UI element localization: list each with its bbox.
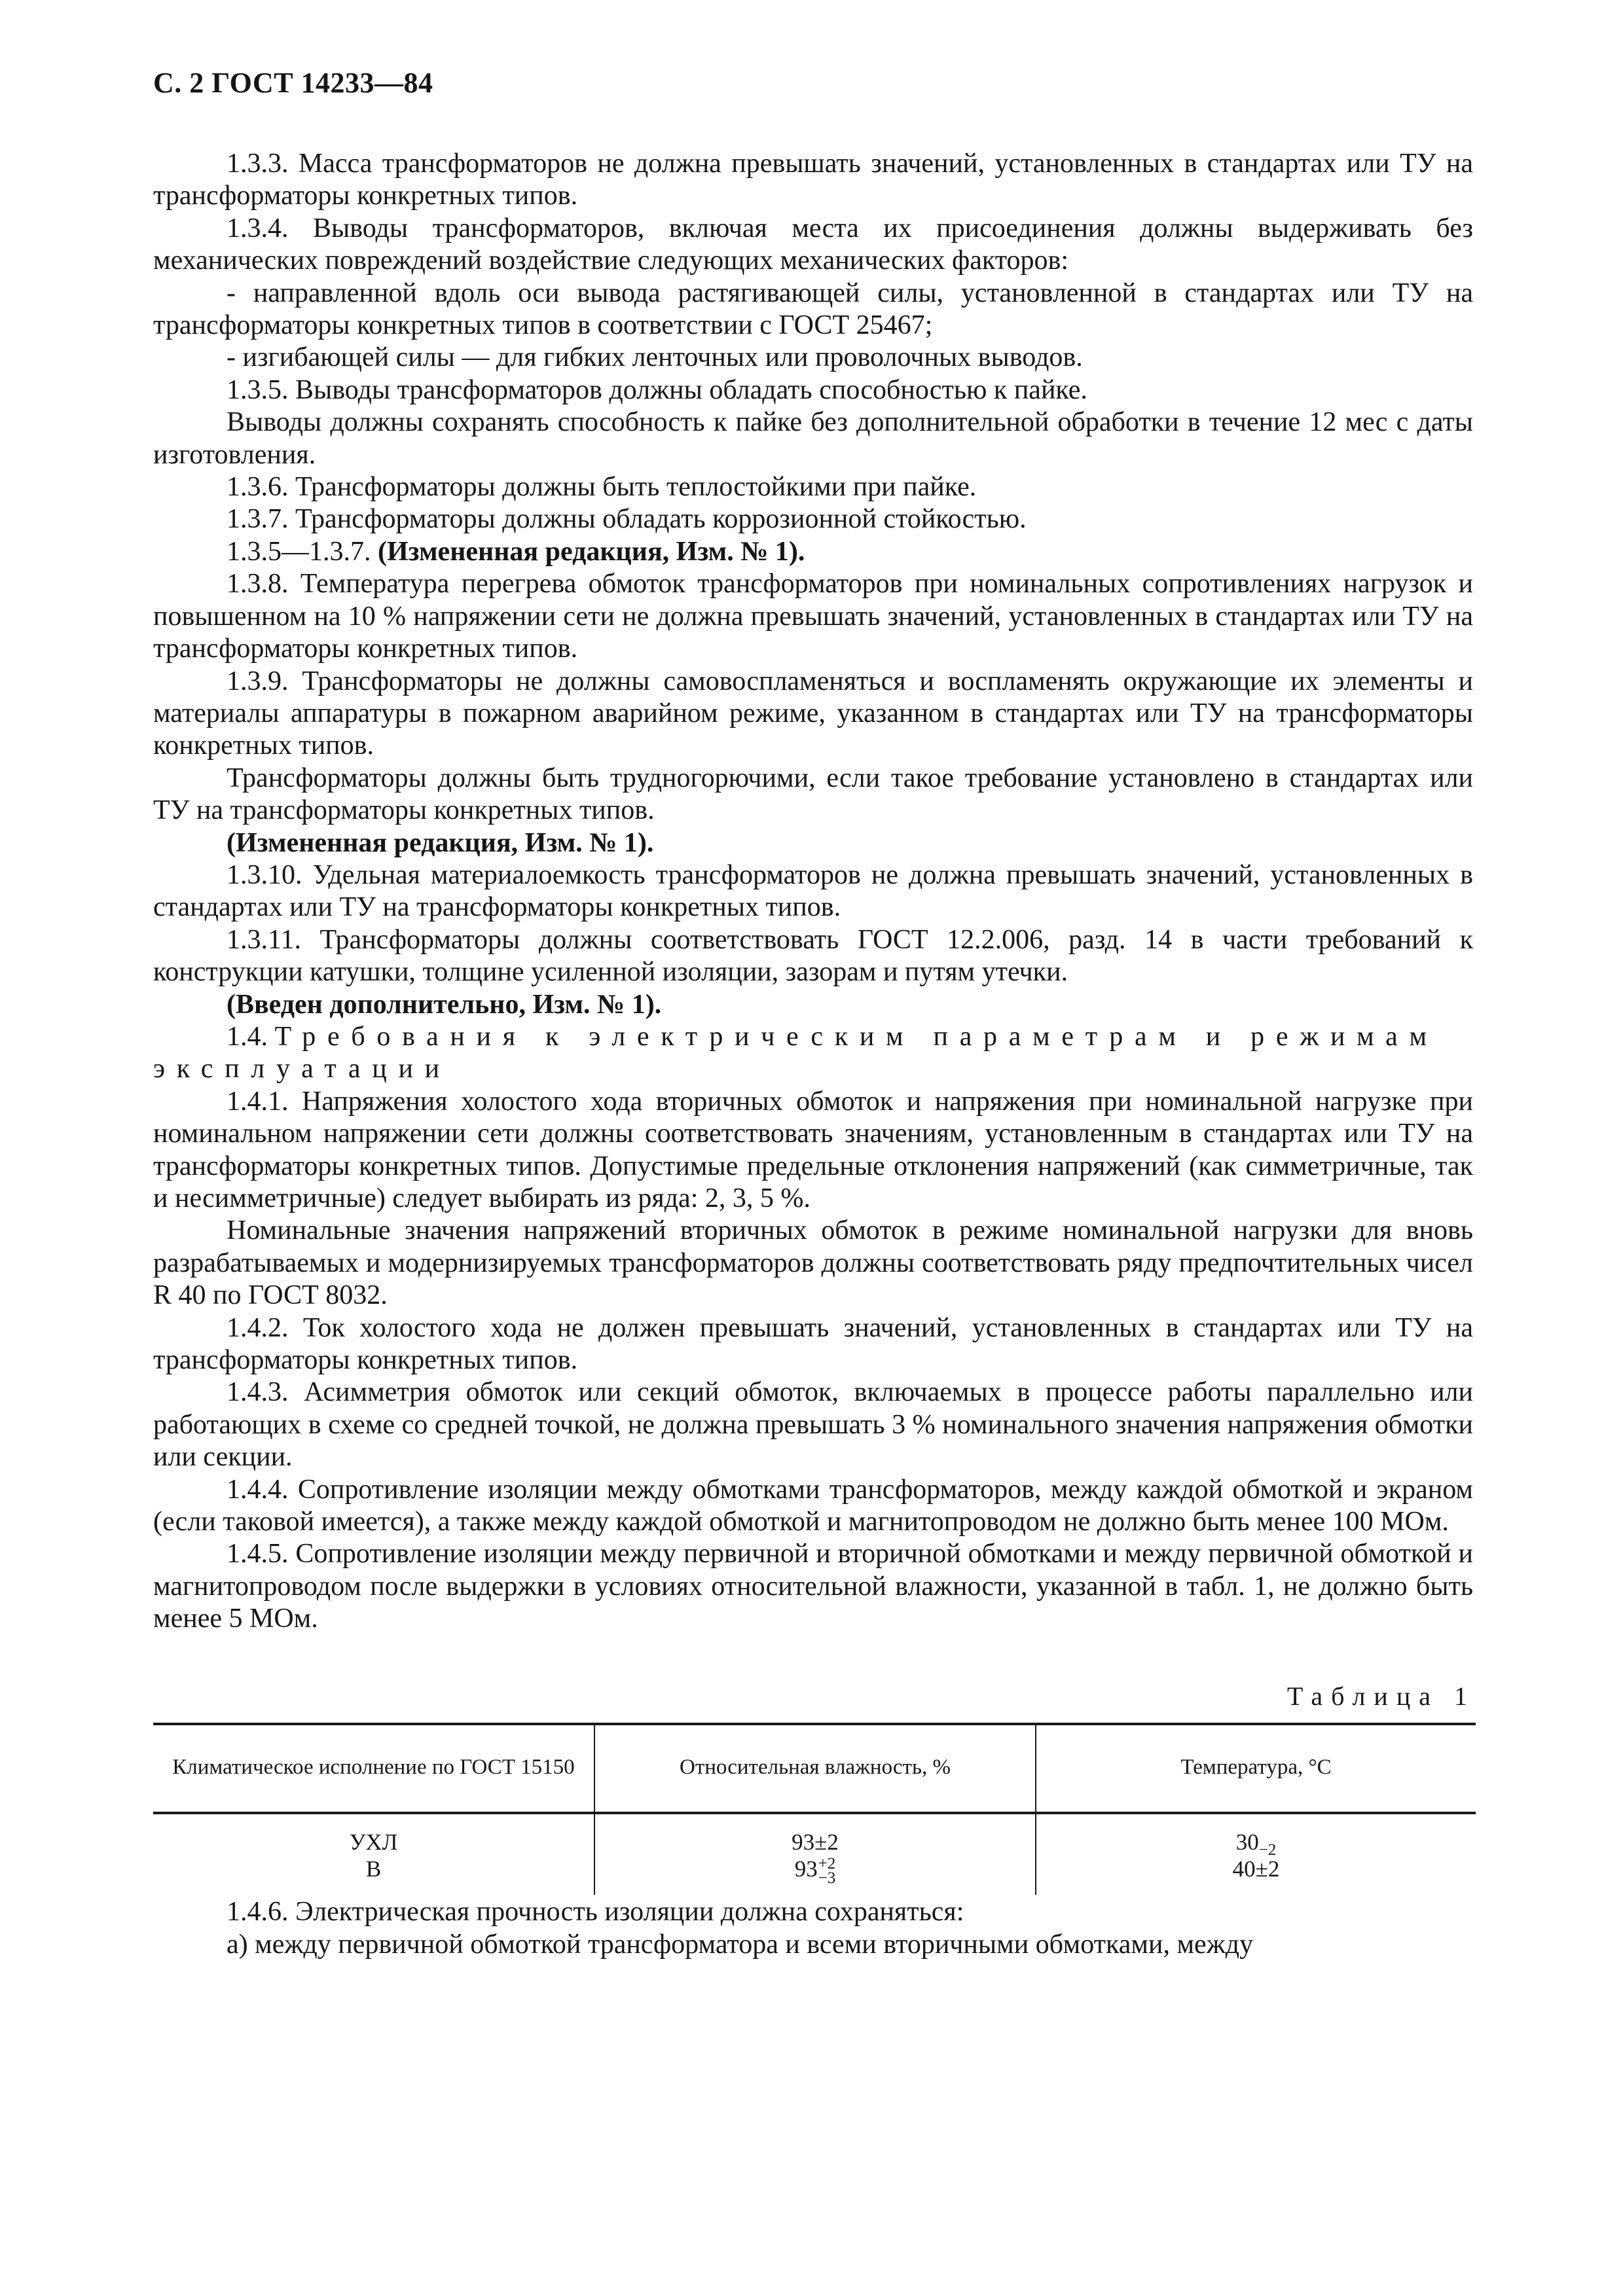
humidity-table [153, 1725, 1476, 1895]
tolerance-lower: −2 [1258, 1841, 1277, 1859]
paragraph-1-3-11: 1.3.11. Трансформаторы должны соответствовать ГОСТ 12.2.006, разд. 14 в части требований к конструкции катушки, толщине усиленной изоляции, зазорам и путям утечки. [153, 924, 1473, 988]
temperature-value: 30−2 [1235, 1829, 1277, 1859]
climate-value: УХЛ [349, 1829, 398, 1855]
paragraph-1-4-5: 1.4.5. Сопротивление изоляции между первичной и вторичной обмотками и между первичной обмоткой и магнитопроводом после выдержки в условиях относительной влажности, указанной в табл. 1, не должно быть менее 5 МОм. [153, 1539, 1473, 1634]
list-item-a: а) между первичной обмоткой трансформатора и всеми вторичными обмотками, между [227, 1929, 1254, 1960]
humidity-value: 93 +2 −3 [794, 1854, 836, 1887]
section-title: Требования к электрическим параметрам и режимам эксплуатации [153, 1021, 1438, 1085]
paragraph-1-4-1: 1.4.1. Напряжения холостого хода вторичных обмоток и напряжения при номинальной нагрузке при номинальном напряжении сети должны соответствовать значениям, установленным в стандартах или ТУ на трансформаторы конкретных типов. Допустимые предельные отклонения напряжений (как симметричные, так и несимметричные) следует выбирать из ряда: 2, 3, 5 %. [153, 1086, 1473, 1213]
paragraph-1-4-6: 1.4.6. Электрическая прочность изоляции должна сохраняться: [227, 1897, 964, 1927]
list-item-tensile-force: - направленной вдоль оси вывода растягивающей силы, установленной в стандартах или ТУ на трансформаторы конкретных типов в соответствии с ГОСТ 25467; [153, 278, 1473, 341]
paragraph-1-3-7: 1.3.7. Трансформаторы должны обладать коррозионной стойкостью. [227, 504, 1027, 535]
amendment-ref: 1.3.5—1.3.7. [227, 536, 378, 567]
tolerance-lower: −3 [818, 1869, 836, 1887]
temperature-value: 40±2 [1232, 1856, 1280, 1882]
list-item-bending-force: - изгибающей силы — для гибких ленточных или проволочных выводов. [227, 342, 1083, 373]
amendment-note: (Измененная редакция, Изм. № 1). [227, 827, 654, 858]
paragraph-1-4-4: 1.4.4. Сопротивление изоляции между обмотками трансформаторов, между каждой обмоткой и экраном (если таковой имеется), а также между каждой обмоткой и магнитопроводом не должно быть менее 100 МОм. [153, 1474, 1473, 1537]
page-header: С. 2 ГОСТ 14233—84 [153, 67, 433, 99]
table-1 [153, 1723, 1476, 1895]
paragraph-1-3-10: 1.3.10. Удельная материалоемкость трансформаторов не должна превышать значений, установленных в стандартах или ТУ на трансформаторы конкретных типов. [153, 859, 1473, 923]
header-humidity: Относительная влажность, % [594, 1725, 1036, 1813]
humidity-value: 93±2 [792, 1829, 839, 1855]
paragraph-1-3-3: 1.3.3. Масса трансформаторов не должна превышать значений, установленных в стандартах или ТУ на трансформаторы конкретных типов. [153, 149, 1473, 211]
document-body [153, 148, 1473, 1636]
cell-humidity [594, 1813, 1036, 1895]
section-heading-1-4 [153, 1021, 1473, 1086]
paragraph-1-4-2: 1.4.2. Ток холостого хода не должен превышать значений, установленных в стандартах или ТУ на трансформаторы конкретных типов. [153, 1312, 1473, 1376]
paragraph-solderability: Выводы должны сохранять способность к пайке без дополнительной обработки в течение 12 мес с даты изготовления. [153, 407, 1473, 470]
climate-value: В [365, 1856, 382, 1882]
paragraph-flammability: Трансформаторы должны быть трудногорючими, если такое требование установлено в стандартах или ТУ на трансформаторы конкретных типов. [153, 762, 1473, 826]
cell-climate [153, 1813, 594, 1895]
amendment-note: (Измененная редакция, Изм. № 1). [378, 536, 805, 567]
header-climate: Климатическое исполнение по ГОСТ 15150 [153, 1725, 594, 1813]
paragraph-1-3-4: 1.3.4. Выводы трансформаторов, включая места их присоединения должны выдерживать без механических повреждений воздействие следующих механических факторов: [153, 213, 1473, 276]
table-row [153, 1813, 1476, 1895]
paragraph-1-3-8: 1.3.8. Температура перегрева обмоток трансформаторов при номинальных сопротивлениях нагрузок и повышенном на 10 % напряжении сети не должна превышать значений, установленных в стандартах или ТУ на трансформаторы конкретных типов. [153, 569, 1473, 664]
document-body-continued [153, 1895, 1473, 1961]
table-header-row [153, 1725, 1476, 1813]
paragraph-1-4-3: 1.4.3. Асимметрия обмоток или секций обмоток, включаемых в процессе работы параллельно или работающих в схеме со средней точкой, не должна превышать 3 % номинального значения напряжения обмотки или секции. [153, 1377, 1473, 1473]
tolerance-upper: +2 [818, 1854, 836, 1873]
paragraph-1-3-9: 1.3.9. Трансформаторы не должны самовоспламеняться и воспламенять окружающие их элементы и материалы аппаратуры в пожарном аварийном режиме, указанном в стандартах или ТУ на трансформаторы конкретных типов. [153, 666, 1473, 761]
paragraph-amendment-1-3-5-7 [153, 536, 1473, 568]
paragraph-1-3-6: 1.3.6. Трансформаторы должны быть теплостойкими при пайке. [227, 472, 977, 503]
paragraph-1-3-5: 1.3.5. Выводы трансформаторов должны обладать способностью к пайке. [227, 374, 1087, 405]
table-caption: Таблица 1 [1286, 1681, 1476, 1711]
amendment-note: (Введен дополнительно, Изм. № 1). [227, 989, 662, 1020]
cell-temperature [1036, 1813, 1476, 1895]
paragraph-nominal-voltages: Номинальные значения напряжений вторичных обмоток в режиме номинальной нагрузки для вновь разрабатываемых и модернизируемых трансформаторов должны соответствовать ряду предпочтительных чисел R 40 по ГОСТ 8032. [153, 1215, 1473, 1311]
section-number: 1.4. [227, 1021, 275, 1052]
header-temperature: Температура, °С [1036, 1725, 1476, 1813]
